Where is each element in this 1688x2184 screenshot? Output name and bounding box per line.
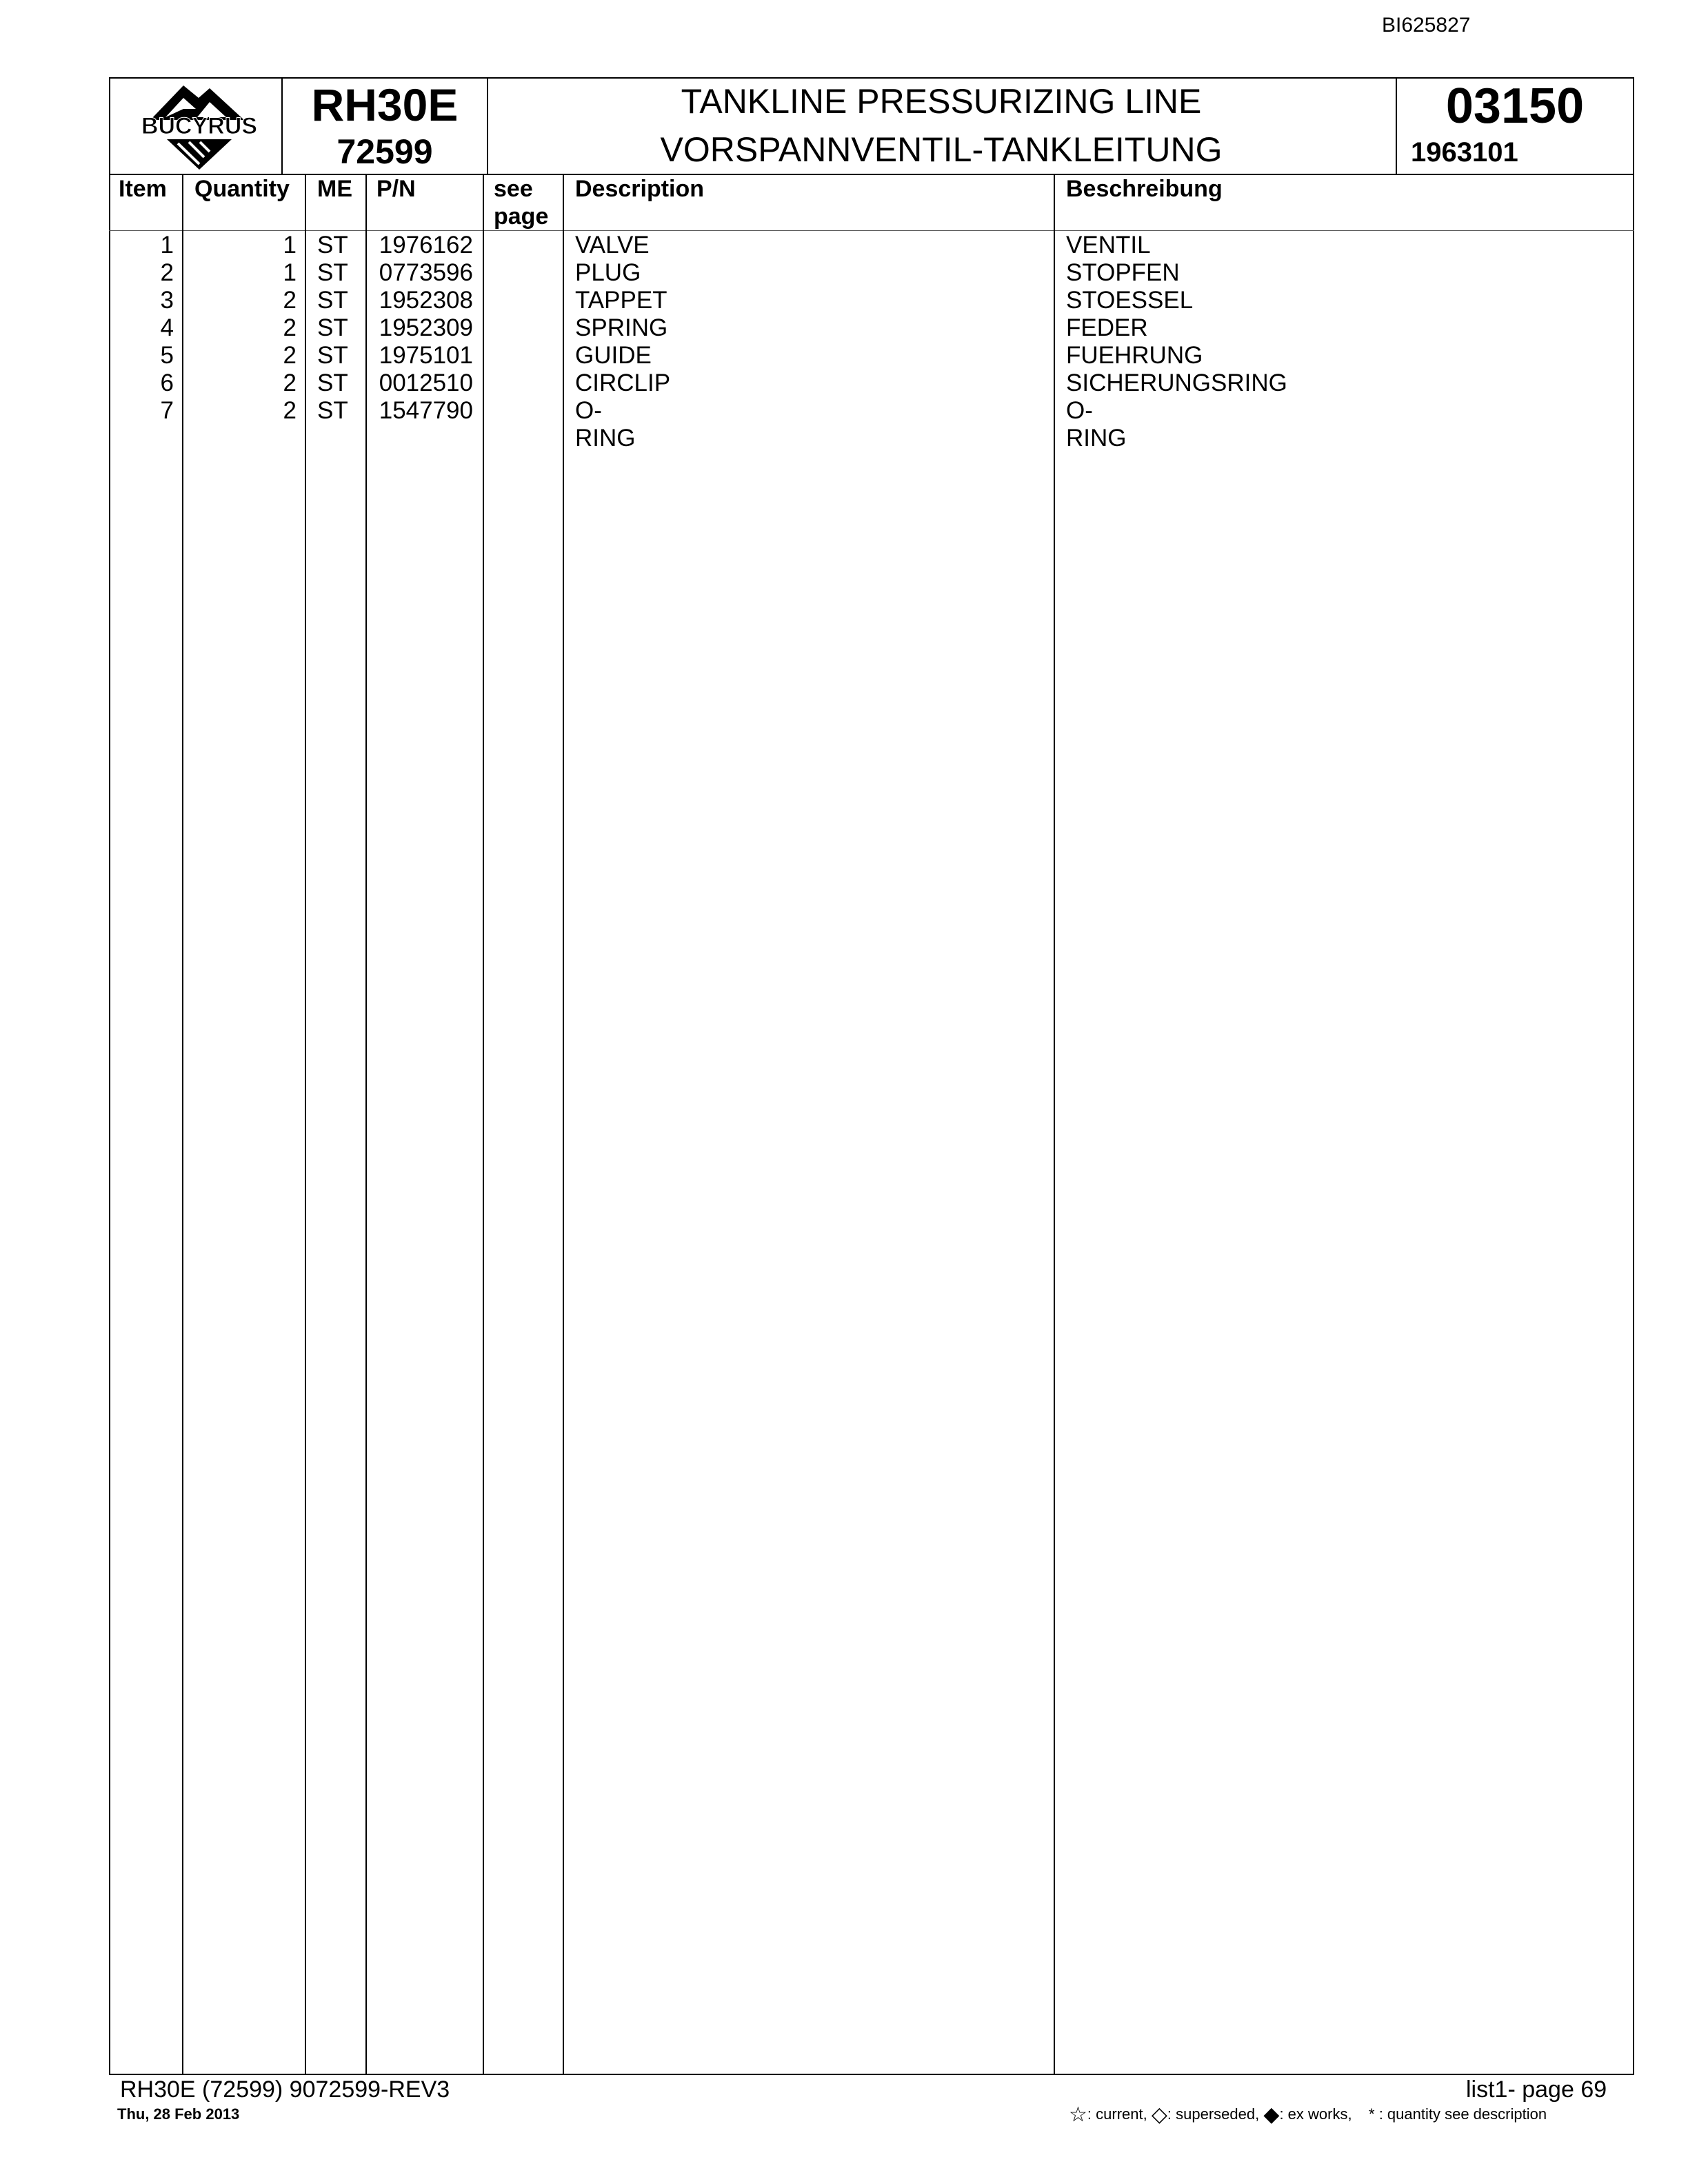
cell-beschreibung: FUEHRUNG	[1066, 342, 1203, 369]
cell-me: ST	[317, 314, 348, 341]
cell-pn: 0012510	[379, 370, 473, 396]
cell-item: 6	[160, 370, 174, 396]
column-header-page: page	[494, 203, 549, 230]
bucyrus-logo-graphic	[117, 77, 281, 172]
cell-me: ST	[317, 259, 348, 286]
star-outline-icon: ☆	[1069, 2103, 1087, 2126]
cell-quantity: 2	[283, 342, 297, 369]
column-line-me	[365, 174, 367, 2075]
diamond-outline-icon: ◇	[1151, 2103, 1167, 2126]
cell-description: TAPPET	[575, 287, 667, 314]
legend-current: : current,	[1087, 2105, 1147, 2123]
cell-beschreibung: SICHERUNGSRING	[1066, 370, 1287, 396]
column-header-beschreibung: Beschreibung	[1066, 176, 1223, 202]
column-line-description	[1054, 174, 1055, 2075]
footer-legend	[1069, 2103, 1547, 2127]
cell-quantity: 2	[283, 287, 297, 314]
column-line-quantity	[305, 174, 306, 2075]
cell-quantity: 2	[283, 314, 297, 341]
cell-me: ST	[317, 342, 348, 369]
cell-item: 3	[160, 287, 174, 314]
cell-beschreibung: VENTIL	[1066, 232, 1151, 259]
cell-item: 5	[160, 342, 174, 369]
title-block	[487, 77, 1396, 174]
svg-text:BUCYRUS: BUCYRUS	[141, 113, 258, 139]
cell-item: 4	[160, 314, 174, 341]
cell-quantity: 1	[283, 259, 297, 286]
cell-item: 7	[160, 397, 174, 424]
cell-me: ST	[317, 397, 348, 424]
column-header-pn: P/N	[376, 176, 416, 202]
column-header-divider	[109, 230, 1634, 231]
cell-item: 2	[160, 259, 174, 286]
cell-beschreibung: STOESSEL	[1066, 287, 1194, 314]
column-header-description: Description	[575, 176, 705, 202]
column-line-item	[182, 174, 183, 2075]
title-german: VORSPANNVENTIL-TANKLEITUNG	[660, 130, 1223, 169]
document-id: BI625827	[1382, 14, 1471, 37]
legend-superseded: : superseded,	[1167, 2105, 1260, 2123]
model-number: 72599	[336, 132, 433, 171]
cell-description: GUIDE	[575, 342, 652, 369]
column-header-item: Item	[119, 176, 167, 202]
cell-pn: 1952308	[379, 287, 473, 314]
cell-description: O-RING	[575, 397, 636, 452]
cell-item: 1	[160, 232, 174, 259]
bucyrus-logo	[117, 77, 281, 172]
cell-beschreibung: STOPFEN	[1066, 259, 1180, 286]
diamond-filled-icon: ◆	[1263, 2103, 1280, 2126]
cell-description: CIRCLIP	[575, 370, 671, 396]
cell-me: ST	[317, 287, 348, 314]
group-code: 03150	[1445, 79, 1585, 134]
column-header-quantity: Quantity	[194, 176, 290, 202]
legend-quantity: * : quantity see description	[1369, 2105, 1547, 2123]
column-line-see-page	[563, 174, 564, 2075]
cell-pn: 1547790	[379, 397, 473, 424]
footer-page-number: list1- page 69	[1466, 2076, 1607, 2103]
model-name: RH30E	[311, 79, 459, 130]
title-english: TANKLINE PRESSURIZING LINE	[681, 82, 1202, 121]
cell-me: ST	[317, 232, 348, 259]
cell-quantity: 2	[283, 397, 297, 424]
column-line-pn	[483, 174, 484, 2075]
footer-document-reference: RH30E (72599) 9072599-REV3	[120, 2076, 450, 2103]
cell-pn: 0773596	[379, 259, 473, 286]
column-header-me: ME	[317, 176, 352, 202]
cell-pn: 1952309	[379, 314, 473, 341]
cell-me: ST	[317, 370, 348, 396]
legend-ex-works: : ex works,	[1279, 2105, 1352, 2123]
cell-description: SPRING	[575, 314, 668, 341]
cell-beschreibung: FEDER	[1066, 314, 1148, 341]
cell-beschreibung: O-RING	[1066, 397, 1127, 452]
footer-date: Thu, 28 Feb 2013	[117, 2105, 240, 2123]
cell-quantity: 2	[283, 370, 297, 396]
group-sub-code: 1963101	[1411, 137, 1518, 168]
column-header-see: see	[494, 176, 533, 202]
cell-quantity: 1	[283, 232, 297, 259]
cell-description: VALVE	[575, 232, 650, 259]
group-code-block	[1396, 77, 1634, 170]
cell-pn: 1976162	[379, 232, 473, 259]
cell-pn: 1975101	[379, 342, 473, 369]
cell-description: PLUG	[575, 259, 641, 286]
model-block	[283, 77, 487, 171]
